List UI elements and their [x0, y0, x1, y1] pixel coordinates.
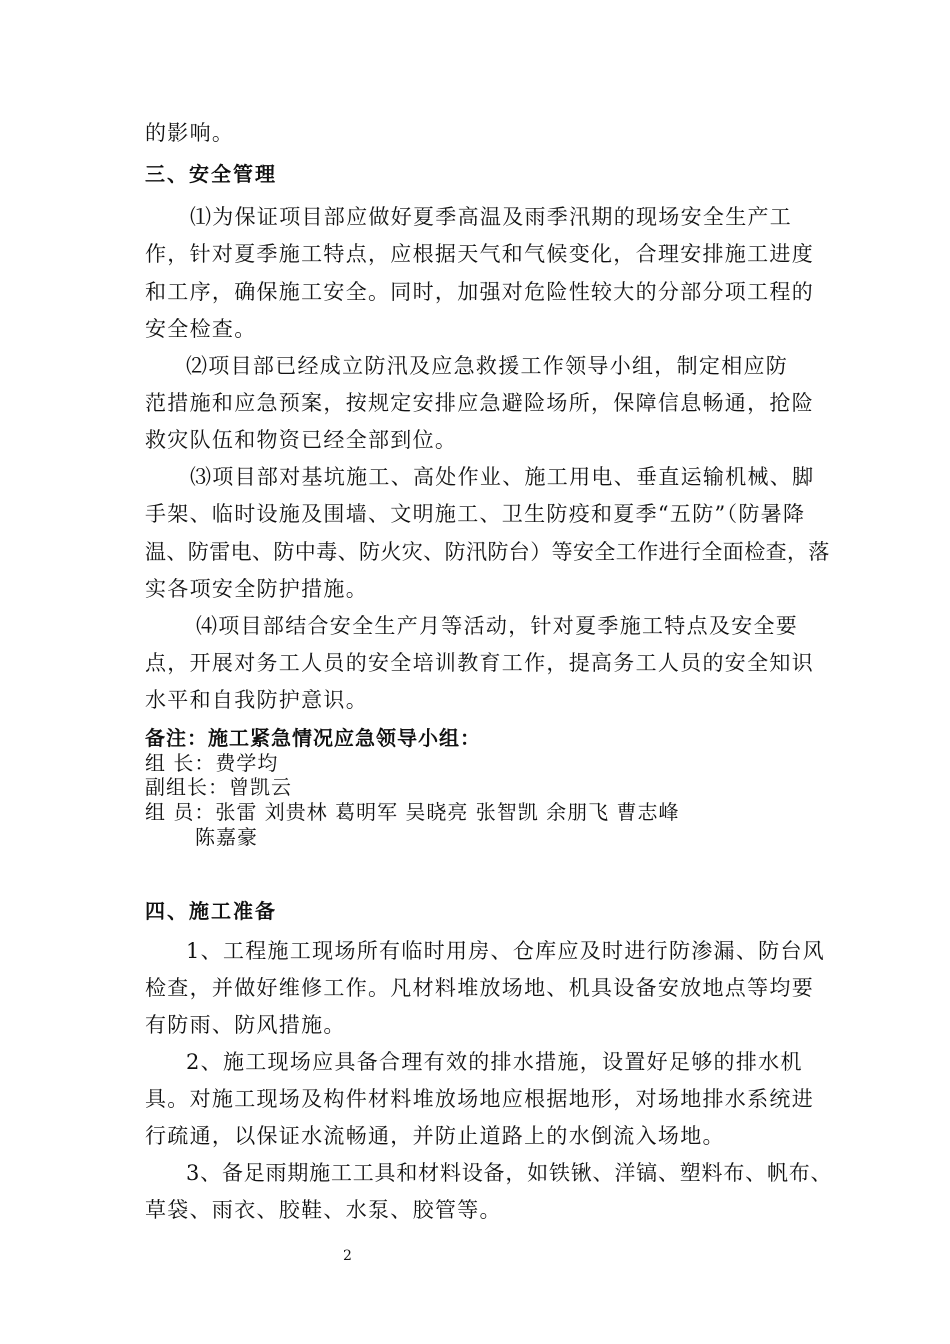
- page-number: 2: [343, 1248, 352, 1264]
- paragraph-line: 3、备足雨期施工工具和材料设备，如铁锹、洋镐、塑料布、帆布、: [186, 1161, 833, 1185]
- paragraph-line: ⑷项目部结合安全生产月等活动，针对夏季施工特点及安全要: [196, 614, 799, 638]
- paragraph-line: 范措施和应急预案，按规定安排应急避险场所，保障信息畅通，抢险: [145, 391, 814, 415]
- paragraph-line: 具。对施工现场及构件材料堆放场地应根据地形，对场地排水系统进: [145, 1087, 814, 1111]
- paragraph-line: 有防雨、防风措施。: [145, 1013, 346, 1037]
- paragraph-line: 和工序，确保施工安全。同时，加强对危险性较大的分部分项工程的: [145, 280, 814, 304]
- section-heading-3: 三、安全管理: [145, 162, 277, 186]
- paragraph-line: ⑶项目部对基坑施工、高处作业、施工用电、垂直运输机械、脚: [190, 465, 815, 489]
- paragraph-line: 1、工程施工现场所有临时用房、仓库应及时进行防渗漏、防台风: [186, 939, 826, 963]
- note-members: 组 员：张雷 刘贵林 葛明军 吴晓亮 张智凯 余朋飞 曹志峰: [145, 800, 680, 824]
- paragraph-line: ⑴为保证项目部应做好夏季高温及雨季汛期的现场安全生产工: [190, 205, 793, 229]
- paragraph-line: 行疏通，以保证水流畅通，并防止道路上的水倒流入场地。: [145, 1124, 725, 1148]
- paragraph-line: 的影响。: [145, 121, 235, 145]
- paragraph-line: 作，针对夏季施工特点，应根据天气和气候变化，合理安排施工进度: [145, 242, 814, 266]
- paragraph-line: 水平和自我防护意识。: [145, 688, 368, 712]
- paragraph-line: 草袋、雨衣、胶鞋、水泵、胶管等。: [145, 1198, 502, 1222]
- paragraph-line: 手架、临时设施及围墙、文明施工、卫生防疫和夏季“五防”（防暑降: [145, 502, 806, 526]
- paragraph-line: 安全检查。: [145, 317, 257, 341]
- paragraph-line: 救灾队伍和物资已经全部到位。: [145, 428, 458, 452]
- note-leader: 组 长：费学均: [145, 751, 279, 775]
- paragraph-line: 实各项安全防护措施。: [145, 577, 368, 601]
- note-title: 备注：施工紧急情况应急领导小组：: [145, 726, 481, 750]
- paragraph-line: 2、施工现场应具备合理有效的排水措施，设置好足够的排水机: [186, 1050, 803, 1074]
- paragraph-line: 点，开展对务工人员的安全培训教育工作，提高务工人员的安全知识: [145, 651, 814, 675]
- section-heading-4: 四、施工准备: [145, 899, 277, 923]
- note-members-continued: 陈嘉豪: [195, 825, 258, 849]
- paragraph-line: ⑵项目部已经成立防汛及应急救援工作领导小组，制定相应防: [186, 354, 789, 378]
- paragraph-line: 检查，并做好维修工作。凡材料堆放场地、机具设备安放地点等均要: [145, 976, 814, 1000]
- paragraph-line: 温、防雷电、防中毒、防火灾、防汛防台）等安全工作进行全面检查，落: [145, 540, 830, 564]
- note-deputy: 副组长：曾凯云: [145, 775, 292, 799]
